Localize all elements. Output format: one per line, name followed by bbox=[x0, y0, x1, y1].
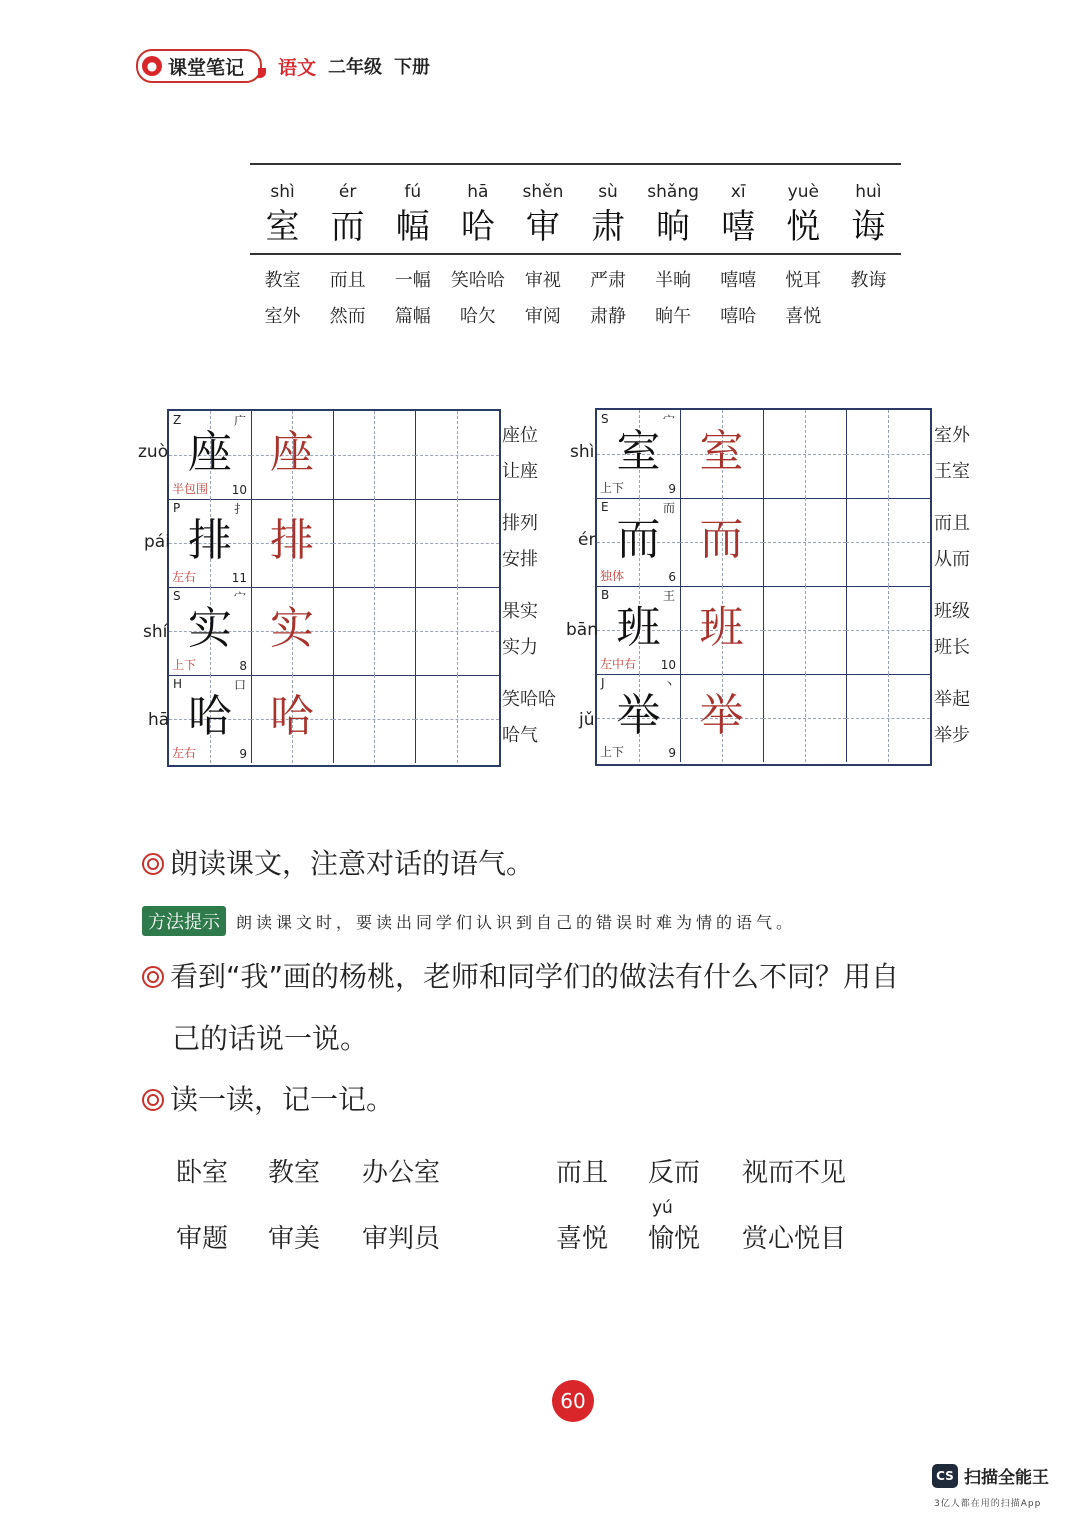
vocab-word: 喜悦 bbox=[785, 306, 822, 327]
model-character-cell bbox=[169, 675, 252, 763]
practice-cell[interactable] bbox=[415, 587, 499, 675]
model-character-cell bbox=[597, 586, 681, 674]
index-letter: P bbox=[173, 501, 181, 515]
vocab-pinyin: shěn bbox=[522, 182, 564, 202]
grid-word: 王室 bbox=[934, 461, 970, 482]
vocab-word-column bbox=[575, 263, 640, 335]
stroke-count: 9 bbox=[668, 746, 676, 760]
radical: 宀 bbox=[233, 590, 246, 604]
grid-word: 室外 bbox=[934, 425, 970, 446]
practice-cell[interactable] bbox=[763, 586, 847, 674]
vocab-pinyin: xī bbox=[730, 182, 746, 202]
writing-row bbox=[597, 674, 930, 762]
vocab-pinyin-row bbox=[250, 165, 901, 205]
exercise-2-continued: 己的话说一说。 bbox=[172, 1022, 369, 1055]
radical: 丶 bbox=[662, 677, 675, 691]
grid-word: 座位 bbox=[502, 425, 538, 446]
exercise-3-text: 读一读，记一记。 bbox=[170, 1083, 395, 1116]
radical: 广 bbox=[233, 414, 246, 428]
watermark-name: 扫描全能王 bbox=[964, 1468, 1049, 1488]
vocab-pinyin: huì bbox=[855, 182, 882, 202]
vocab-pinyin: shì bbox=[270, 182, 295, 202]
vocab-word: 一幅 bbox=[394, 270, 431, 291]
practice-cell[interactable] bbox=[846, 674, 930, 762]
vocab-pinyin: yuè bbox=[787, 182, 819, 202]
vocab-table bbox=[250, 163, 901, 335]
structure-label: 上下 bbox=[172, 658, 197, 672]
memo-word: 卧室 bbox=[176, 1158, 229, 1188]
grid-pinyin: bān bbox=[566, 620, 598, 640]
grid-word: 班长 bbox=[934, 637, 970, 658]
page-number: 60 bbox=[552, 1380, 594, 1422]
vocab-pinyin: sù bbox=[598, 182, 618, 202]
grid-word: 笑哈哈 bbox=[502, 689, 556, 710]
vocab-pinyin: fú bbox=[404, 182, 422, 202]
tip-text: 朗读课文时，要读出同学们认识到自己的错误时难为情的语气。 bbox=[236, 912, 797, 932]
practice-cell[interactable] bbox=[333, 675, 416, 763]
exercise-2 bbox=[142, 955, 899, 995]
exercise-2-text: 看到“我”画的杨桃，老师和同学们的做法有什么不同？用自 bbox=[170, 960, 900, 993]
index-letter: Z bbox=[173, 413, 182, 427]
practice-cell[interactable] bbox=[846, 586, 930, 674]
trace-character-cell bbox=[251, 499, 334, 587]
writing-grid-right bbox=[595, 408, 932, 766]
trace-character-cell bbox=[680, 674, 764, 762]
vocab-character: 室 bbox=[265, 207, 300, 247]
trace-character: 座 bbox=[270, 427, 314, 478]
memo-word: 审美 bbox=[268, 1224, 321, 1254]
vocab-character: 幅 bbox=[395, 207, 430, 247]
grid-words bbox=[502, 506, 538, 578]
writing-row bbox=[169, 499, 499, 588]
trace-character-cell bbox=[680, 586, 764, 674]
bullet-target-icon bbox=[142, 853, 164, 875]
model-character: 室 bbox=[616, 426, 661, 477]
trace-character: 室 bbox=[699, 426, 744, 477]
grid-pinyin: ér bbox=[578, 530, 596, 550]
structure-label: 上下 bbox=[600, 745, 625, 759]
grid-words bbox=[934, 506, 970, 578]
tip-label: 方法提示 bbox=[142, 906, 226, 936]
vocab-word: 哈欠 bbox=[459, 306, 496, 327]
memo-word: 赏心悦目 bbox=[742, 1224, 847, 1254]
grid-word: 班级 bbox=[934, 601, 970, 622]
header-pill bbox=[136, 49, 262, 83]
bullet-target-icon bbox=[142, 966, 164, 988]
header-term: 下册 bbox=[394, 57, 431, 78]
vocab-character: 悦 bbox=[786, 207, 821, 247]
model-character: 座 bbox=[188, 427, 232, 478]
vocab-word: 教诲 bbox=[850, 270, 887, 291]
structure-label: 独体 bbox=[600, 569, 625, 583]
trace-character-cell bbox=[680, 498, 764, 586]
vocab-word: 严肃 bbox=[590, 270, 627, 291]
practice-cell[interactable] bbox=[846, 410, 930, 498]
method-tip bbox=[142, 906, 796, 936]
stroke-count: 8 bbox=[239, 659, 247, 673]
vocab-character: 而 bbox=[330, 207, 365, 247]
grid-word: 而且 bbox=[934, 513, 970, 534]
vocab-word: 半晌 bbox=[655, 270, 692, 291]
vocab-word: 教室 bbox=[264, 270, 301, 291]
model-character: 哈 bbox=[188, 691, 232, 742]
grid-pinyin: pái bbox=[144, 532, 170, 552]
model-character-cell bbox=[169, 499, 252, 587]
grid-pinyin: hā bbox=[148, 710, 170, 730]
grid-words bbox=[502, 682, 556, 754]
vocab-pinyin: ér bbox=[338, 182, 357, 202]
stroke-count: 6 bbox=[668, 570, 676, 584]
practice-cell[interactable] bbox=[846, 498, 930, 586]
stroke-count: 10 bbox=[231, 483, 247, 497]
vocab-word: 审阅 bbox=[524, 306, 561, 327]
model-character: 排 bbox=[188, 515, 232, 566]
index-letter: J bbox=[601, 676, 605, 690]
radical: 宀 bbox=[662, 413, 675, 427]
vocab-character: 肃 bbox=[591, 207, 626, 247]
header-grade: 二年级 bbox=[328, 57, 383, 78]
grid-word: 让座 bbox=[502, 461, 538, 482]
vocab-char-row bbox=[250, 205, 901, 253]
practice-cell[interactable] bbox=[333, 587, 416, 675]
camscanner-logo-icon: CS bbox=[932, 1464, 958, 1488]
grid-words bbox=[934, 418, 970, 490]
model-character-cell bbox=[169, 411, 252, 499]
memo-word: 而且 bbox=[556, 1158, 609, 1188]
memo-word: 办公室 bbox=[362, 1158, 441, 1188]
model-character: 而 bbox=[616, 514, 661, 565]
writing-row bbox=[597, 586, 930, 675]
structure-label: 左中右 bbox=[600, 657, 637, 671]
writing-row bbox=[169, 675, 499, 763]
vocab-pinyin: hā bbox=[467, 182, 489, 202]
vocab-pinyin: shǎng bbox=[647, 182, 699, 202]
vocab-word-column bbox=[836, 263, 901, 335]
trace-character: 班 bbox=[699, 602, 744, 653]
header-tail-decoration bbox=[258, 68, 266, 78]
memo-word: 反而 bbox=[648, 1158, 701, 1188]
radical: 扌 bbox=[233, 502, 246, 516]
memo-word: 喜悦 bbox=[556, 1224, 609, 1254]
trace-character: 实 bbox=[270, 603, 314, 654]
vocab-word-column bbox=[706, 263, 771, 335]
trace-character: 哈 bbox=[270, 691, 314, 742]
structure-label: 上下 bbox=[600, 481, 625, 495]
header-subject: 语文 bbox=[278, 56, 317, 79]
writing-row bbox=[597, 410, 930, 499]
header-title: 课堂笔记 bbox=[168, 56, 245, 79]
practice-cell[interactable] bbox=[763, 410, 847, 498]
vocab-word: 嘻哈 bbox=[720, 306, 757, 327]
grid-word: 果实 bbox=[502, 601, 538, 622]
index-letter: H bbox=[173, 677, 183, 691]
trace-character-cell bbox=[680, 410, 764, 498]
grid-word: 举步 bbox=[934, 725, 970, 746]
vocab-word-column bbox=[380, 263, 445, 335]
index-letter: S bbox=[173, 589, 181, 603]
grid-word: 排列 bbox=[502, 513, 538, 534]
memo-word: 教室 bbox=[268, 1158, 321, 1188]
stroke-count: 9 bbox=[668, 482, 676, 496]
model-character-cell bbox=[597, 498, 681, 586]
trace-character: 举 bbox=[699, 690, 744, 741]
vocab-word-column bbox=[250, 263, 315, 335]
bullet-target-icon bbox=[142, 1089, 164, 1111]
watermark-slogan: 3亿人都在用的扫描App bbox=[934, 1499, 1042, 1509]
writing-row bbox=[169, 587, 499, 676]
grid-words bbox=[502, 594, 538, 666]
vocab-words-row bbox=[250, 255, 901, 335]
exercise-1 bbox=[142, 842, 534, 882]
grid-words bbox=[934, 682, 970, 754]
vocab-character: 晌 bbox=[656, 207, 691, 247]
grid-pinyin: shì bbox=[570, 442, 595, 462]
vocab-word-column bbox=[315, 263, 380, 335]
grid-word: 举起 bbox=[934, 689, 970, 710]
vocab-word-column bbox=[641, 263, 706, 335]
vocab-word: 审视 bbox=[524, 270, 561, 291]
vocab-word-column bbox=[771, 263, 836, 335]
vocab-character: 哈 bbox=[460, 207, 495, 247]
grid-pinyin: shí bbox=[143, 622, 168, 642]
index-letter: B bbox=[601, 588, 610, 602]
grid-words bbox=[502, 418, 538, 490]
trace-character-cell bbox=[251, 675, 334, 763]
vocab-word: 然而 bbox=[329, 306, 366, 327]
memo-word: 愉悦 bbox=[648, 1224, 701, 1254]
writing-row bbox=[169, 411, 499, 500]
model-character-cell bbox=[169, 587, 252, 675]
vocab-word: 肃静 bbox=[590, 306, 627, 327]
practice-cell[interactable] bbox=[415, 675, 499, 763]
writing-row bbox=[597, 498, 930, 587]
grid-words bbox=[934, 594, 970, 666]
vocab-character: 审 bbox=[525, 207, 560, 247]
vocab-character: 嘻 bbox=[721, 207, 756, 247]
practice-cell[interactable] bbox=[415, 499, 499, 587]
vocab-character: 诲 bbox=[851, 207, 886, 247]
grid-word: 安排 bbox=[502, 549, 538, 570]
stroke-count: 10 bbox=[660, 658, 676, 672]
index-letter: E bbox=[601, 500, 609, 514]
index-letter: S bbox=[601, 412, 609, 426]
practice-cell[interactable] bbox=[763, 674, 847, 762]
grid-pinyin: jǔ bbox=[579, 710, 595, 730]
stroke-count: 11 bbox=[231, 571, 247, 585]
vocab-word-column bbox=[445, 263, 510, 335]
memo-word: 视而不见 bbox=[742, 1158, 847, 1188]
scanner-watermark bbox=[932, 1463, 1049, 1488]
speech-bubble-icon: ● bbox=[142, 56, 162, 76]
memo-word: 审题 bbox=[176, 1224, 229, 1254]
writing-grid-left bbox=[167, 409, 501, 767]
structure-label: 左右 bbox=[172, 570, 197, 584]
structure-label: 半包围 bbox=[172, 482, 209, 496]
grid-word: 哈气 bbox=[502, 725, 538, 746]
model-character: 班 bbox=[616, 602, 661, 653]
vocab-word: 嘻嘻 bbox=[720, 270, 757, 291]
practice-cell[interactable] bbox=[333, 499, 416, 587]
stroke-count: 9 bbox=[239, 747, 247, 761]
vocab-word: 悦耳 bbox=[785, 270, 822, 291]
header-banner bbox=[136, 50, 430, 82]
ruby-pinyin: yú bbox=[652, 1198, 673, 1218]
vocab-word: 篇幅 bbox=[394, 306, 431, 327]
grid-word: 实力 bbox=[502, 637, 538, 658]
memo-word: 审判员 bbox=[362, 1224, 441, 1254]
practice-cell[interactable] bbox=[333, 411, 416, 499]
radical: 而 bbox=[662, 501, 675, 515]
vocab-word: 笑哈哈 bbox=[450, 270, 505, 291]
radical: 王 bbox=[662, 589, 675, 603]
trace-character-cell bbox=[251, 587, 334, 675]
radical: 口 bbox=[233, 678, 246, 692]
exercise-3 bbox=[142, 1078, 394, 1118]
practice-cell[interactable] bbox=[415, 411, 499, 499]
vocab-word-column bbox=[510, 263, 575, 335]
trace-character-cell bbox=[251, 411, 334, 499]
model-character-cell bbox=[597, 674, 681, 762]
structure-label: 左右 bbox=[172, 746, 197, 760]
trace-character: 排 bbox=[270, 515, 314, 566]
grid-word: 从而 bbox=[934, 549, 970, 570]
trace-character: 而 bbox=[699, 514, 744, 565]
vocab-word: 晌午 bbox=[655, 306, 692, 327]
model-character: 实 bbox=[188, 603, 232, 654]
exercise-1-text: 朗读课文，注意对话的语气。 bbox=[170, 847, 535, 880]
model-character-cell bbox=[597, 410, 681, 498]
vocab-word: 室外 bbox=[264, 306, 301, 327]
practice-cell[interactable] bbox=[763, 498, 847, 586]
model-character: 举 bbox=[616, 690, 661, 741]
vocab-word: 而且 bbox=[329, 270, 366, 291]
grid-pinyin: zuò bbox=[138, 442, 169, 462]
